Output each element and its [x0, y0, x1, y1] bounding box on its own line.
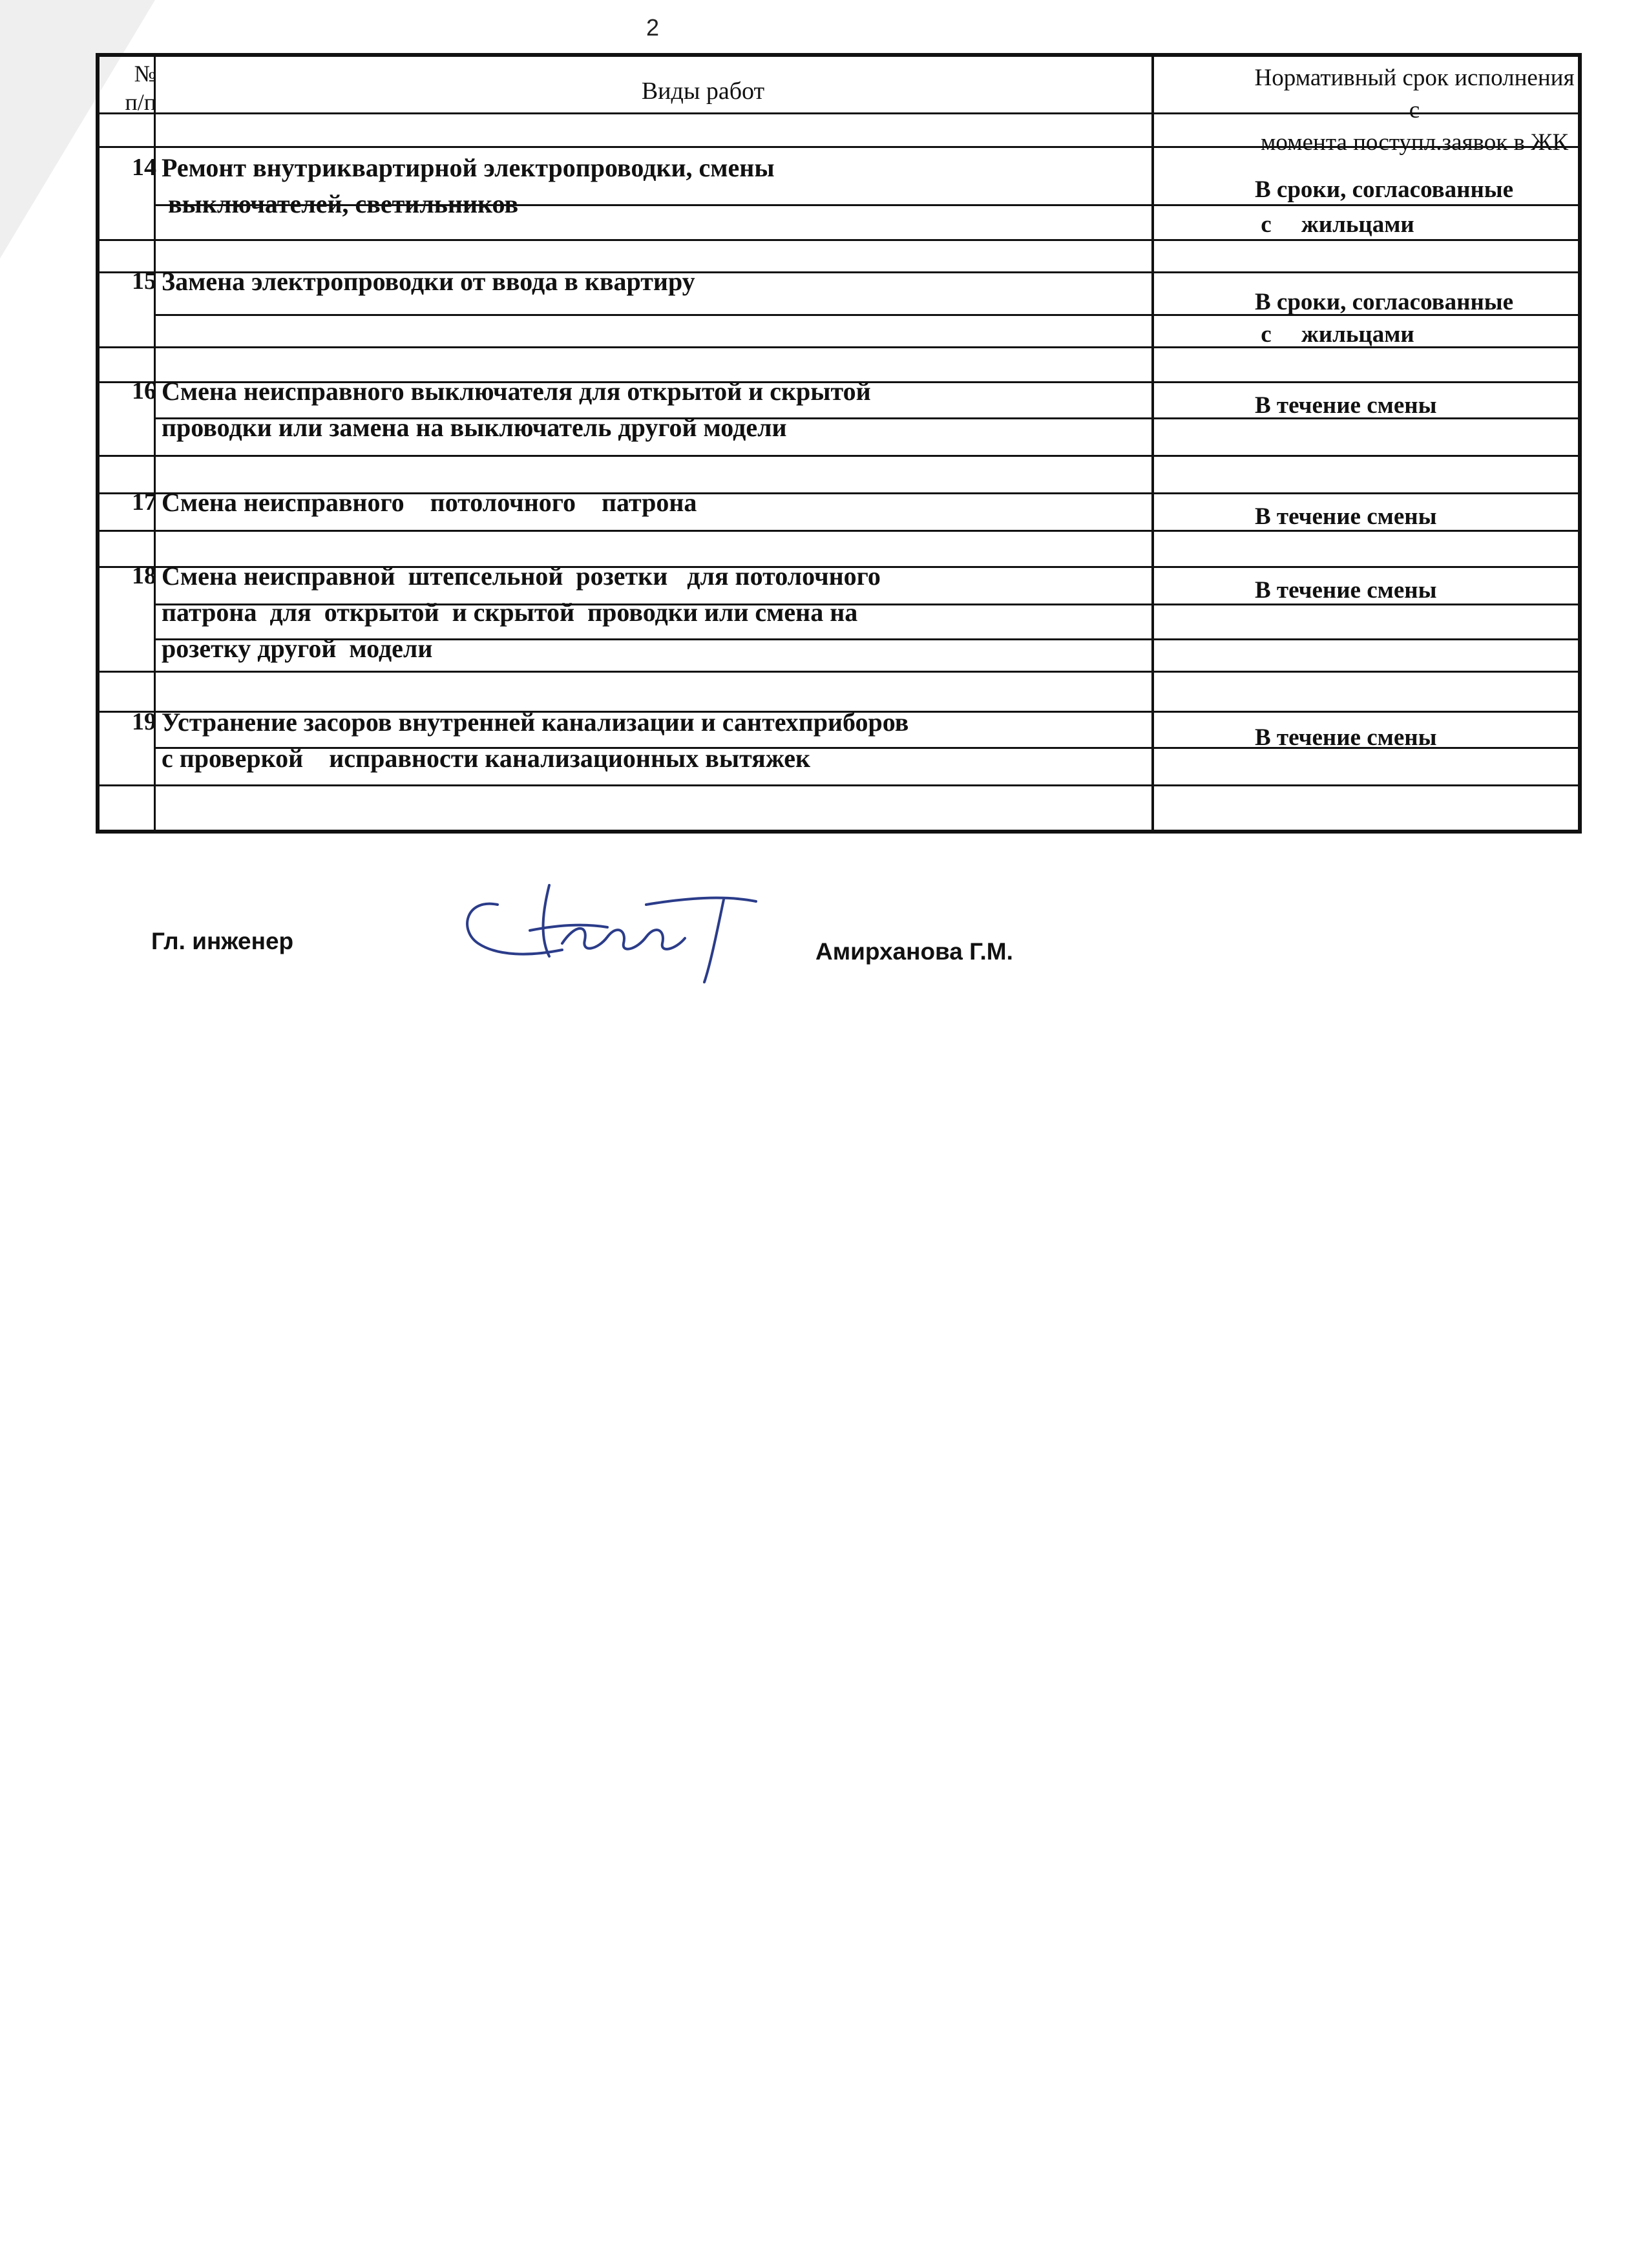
- header-work: [160, 57, 1246, 125]
- row-line: [100, 455, 1578, 457]
- row-term-text: В сроки, согласованные: [1255, 176, 1514, 203]
- signer-position: Гл. инженер: [151, 928, 294, 954]
- signature-image: [452, 859, 762, 989]
- header-number: [102, 59, 156, 116]
- row-number: 15: [132, 268, 156, 295]
- row-work-text: Смена неисправного выключателя для открытой и скрытой: [162, 377, 871, 406]
- works-table: [96, 53, 1582, 834]
- header-work-text: Виды работ: [641, 78, 765, 105]
- row-work-text: патрона для открытой и скрытой проводки или смена на: [162, 598, 858, 627]
- row-term-text: В сроки, согласованные: [1255, 289, 1514, 315]
- row-number: 17: [132, 488, 156, 516]
- signer-name: Амирханова Г.М.: [815, 938, 1013, 965]
- row-term-text: В течение смены: [1255, 503, 1437, 530]
- row-work-text: Смена неисправного потолочного патрона: [162, 488, 697, 517]
- row-term-text: В течение смены: [1255, 392, 1437, 419]
- row-work-text: Смена неисправной штепсельной розетки для потолочного: [162, 562, 881, 591]
- row-work-text: выключателей, светильников: [162, 189, 519, 218]
- row-number: 19: [132, 708, 156, 735]
- row-work-text: розетку другой модели: [162, 634, 433, 663]
- row-work-text: с проверкой исправности канализационных вытяжек: [162, 744, 811, 773]
- row-line: [100, 671, 1578, 673]
- row-term-text: В течение смены: [1255, 724, 1437, 751]
- row-term-text: с жильцами: [1255, 211, 1414, 238]
- row-number: 14: [132, 154, 156, 181]
- row-term-text: В течение смены: [1255, 577, 1437, 604]
- row-term-text: с жильцами: [1255, 321, 1414, 348]
- row-number: 18: [132, 562, 156, 589]
- row-work-text: Ремонт внутриквартирной электропроводки, смены: [162, 153, 775, 182]
- row-work-text: Устранение засоров внутренней канализации и сантехприборов: [162, 708, 909, 737]
- row-work-text: Замена электропроводки от ввода в квартиру: [162, 267, 695, 296]
- row-line: [100, 784, 1578, 786]
- header-number-text: № п/п: [125, 61, 156, 115]
- header-term: [1250, 62, 1579, 159]
- page-number: 2: [646, 14, 660, 41]
- header-term-text: Нормативный срок исполнения с момента поступл.заявок в ЖК: [1254, 65, 1575, 156]
- row-work-text: проводки или замена на выключатель другой модели: [162, 413, 787, 442]
- row-number: 16: [132, 377, 156, 404]
